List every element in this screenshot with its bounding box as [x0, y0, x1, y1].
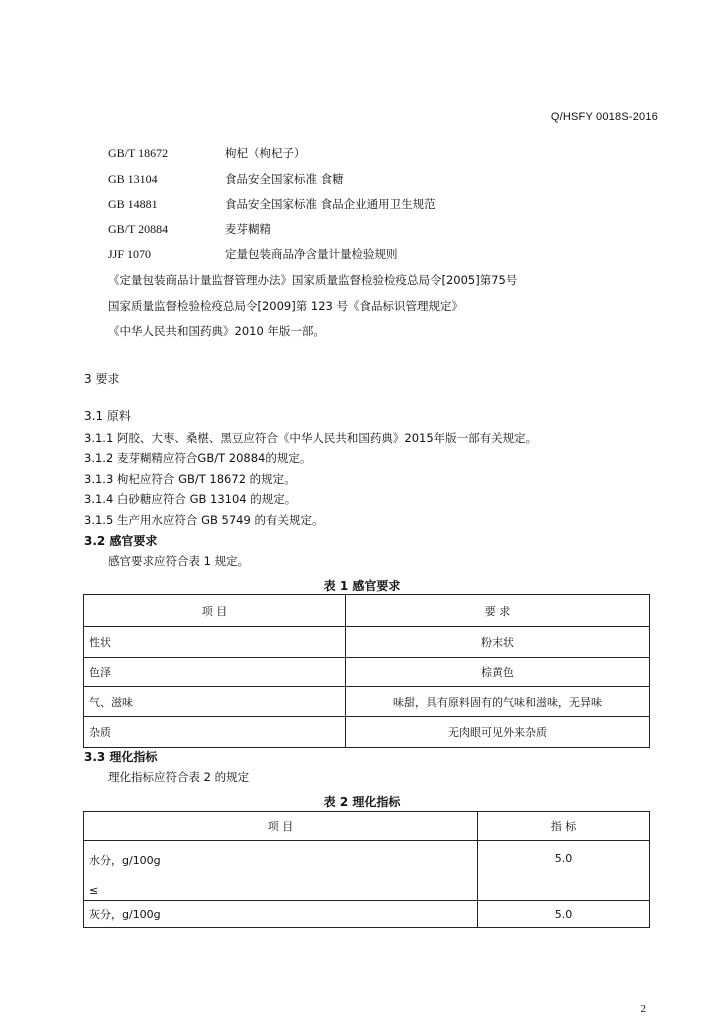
table-row [84, 687, 650, 717]
ref-title: 食品安全国家标准 食糖 [225, 172, 344, 186]
table-row [84, 717, 650, 748]
ref-code: JJF 1070 [108, 247, 152, 261]
table-cell: 色泽 [84, 658, 346, 687]
table-row [84, 841, 650, 901]
clause: 3.1.5 生产用水应符合 GB 5749 的有关规定。 [84, 513, 324, 527]
reference-line: 国家质量监督检验检疫总局令[2009]第 123 号《食品标识管理规定》 [108, 299, 463, 313]
table-cell: 杂质 [84, 717, 346, 748]
paragraph: 理化指标应符合表 2 的规定 [108, 770, 250, 784]
ref-code: GB/T 20884 [108, 222, 169, 236]
ref-code: GB 13104 [108, 172, 158, 186]
table-caption: 表 1 感官要求 [323, 579, 401, 593]
clause: 3.1.2 麦芽糊精应符合GB/T 20884的规定。 [84, 451, 312, 465]
table-row [84, 901, 650, 928]
document-code: Q/HSFY 0018S-2016 [550, 111, 658, 123]
table-cell: 味甜，具有原料固有的气味和滋味，无异味 [346, 687, 650, 717]
table-cell: 5.0 [478, 901, 650, 928]
table-header: 项 目 [84, 595, 346, 627]
table-cell: 无肉眼可见外来杂质 [346, 717, 650, 748]
table-row [84, 627, 650, 658]
table-header: 要 求 [346, 595, 650, 627]
table-cell: 性状 [84, 627, 346, 658]
reference-line: 《定量包装商品计量监督管理办法》国家质量监督检验检疫总局令[2005]第75号 [108, 273, 518, 287]
ref-title: 枸杞（枸杞子） [225, 146, 306, 160]
table-caption: 表 2 理化指标 [323, 795, 401, 809]
ref-title: 麦芽糊精 [225, 222, 271, 236]
clause: 3.1.1 阿胶、大枣、桑椹、黑豆应符合《中华人民共和国药典》2015年版一部有关规定。 [84, 431, 538, 445]
clause: 3.1.4 白砂糖应符合 GB 13104 的规定。 [84, 492, 297, 506]
table-cell: 棕黄色 [346, 658, 650, 687]
table-header: 指 标 [478, 812, 650, 841]
table-cell: 5.0 [478, 841, 650, 901]
table-cell: 灰分，g/100g [84, 901, 478, 928]
limit-symbol: ≤ [89, 884, 99, 897]
table-header: 项 目 [84, 812, 478, 841]
subsection-heading: 3.2 感官要求 [84, 534, 158, 548]
clause: 3.1.3 枸杞应符合 GB/T 18672 的规定。 [84, 472, 296, 486]
sensory-table [83, 594, 650, 748]
table-cell [84, 841, 478, 901]
table-row [84, 658, 650, 687]
subsection-heading: 3.3 理化指标 [84, 750, 158, 764]
ref-title: 食品安全国家标准 食品企业通用卫生规范 [225, 197, 436, 211]
table-cell: 粉末状 [346, 627, 650, 658]
ref-code: GB/T 18672 [108, 146, 169, 160]
subsection-heading: 3.1 原料 [84, 409, 131, 423]
ref-title: 定量包装商品净含量计量检验规则 [225, 247, 398, 261]
paragraph: 感官要求应符合表 1 规定。 [108, 554, 250, 568]
physicochemical-table [83, 811, 650, 928]
reference-line: 《中华人民共和国药典》2010 年版一部。 [108, 324, 325, 338]
table-cell: 气、滋味 [84, 687, 346, 717]
section-heading: 3 要求 [84, 372, 120, 386]
page-number: 2 [640, 1003, 646, 1015]
item-label: 水分，g/100g [89, 854, 161, 867]
ref-code: GB 14881 [108, 197, 158, 211]
